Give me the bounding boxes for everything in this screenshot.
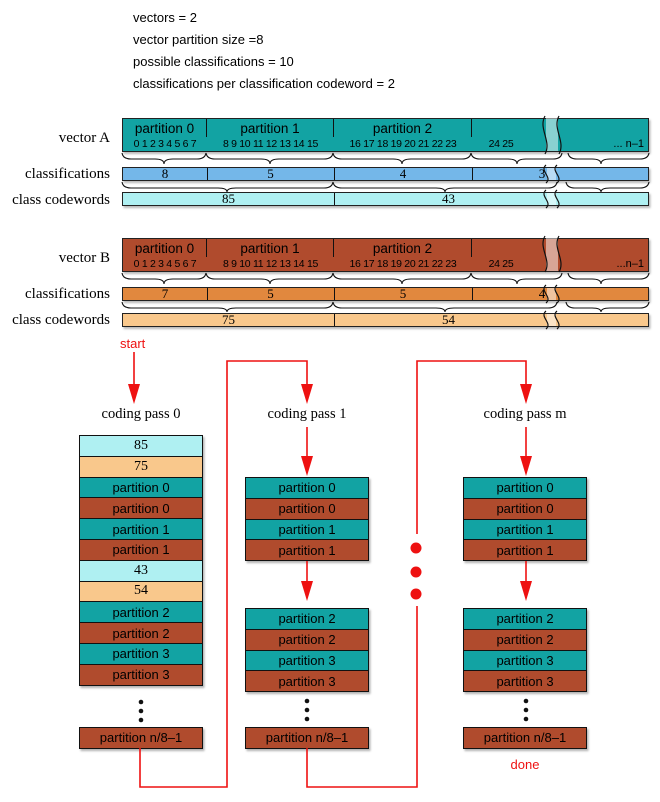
partition-box: partition 1: [79, 539, 203, 561]
brace: [568, 153, 649, 164]
partition-last-box: partition n/8–1: [245, 727, 369, 749]
partition-box: partition 2: [245, 608, 369, 630]
coding-pass-m-label: coding pass m: [483, 406, 567, 422]
partition-box: partition 1: [245, 519, 369, 541]
partition-label: partition 0: [123, 239, 207, 257]
partition-box: partition 0: [79, 477, 203, 499]
info-line-partition-size: vector partition size =8: [133, 32, 264, 47]
arrowhead-down: [301, 456, 313, 476]
coding-pass-0-stack: [79, 435, 203, 686]
partition-box: partition 1: [79, 518, 203, 540]
black-ellipsis-dot: [139, 709, 144, 714]
index-group: 16 17 18 19 20 21 22 23: [349, 137, 457, 150]
brace: [333, 302, 557, 312]
codeword-box: 85: [79, 435, 203, 457]
arrowhead-down: [520, 456, 532, 476]
partition-label: partition 2: [334, 119, 472, 137]
red-ellipsis-dot: [411, 543, 422, 554]
index-group: 24 25: [488, 137, 514, 150]
arrowhead-down: [301, 581, 313, 601]
black-ellipsis-dot: [524, 708, 529, 713]
brace: [122, 273, 206, 284]
black-ellipsis-dot: [139, 718, 144, 723]
done-label: done: [510, 757, 540, 772]
vector-b-bar: [122, 238, 649, 272]
partition-box: partition 0: [245, 477, 369, 499]
coding-pass-m-group-2: [463, 608, 587, 692]
brace: [206, 273, 333, 284]
partition-box: partition 3: [245, 650, 369, 672]
brace: [471, 273, 562, 284]
info-line-classifications: possible classifications = 10: [133, 54, 294, 69]
index-group: 8 9 10 11 12 13 14 15: [222, 257, 319, 270]
classification-value: 4: [538, 286, 546, 301]
partition-box: partition 1: [463, 519, 587, 541]
classification-value: 5: [267, 286, 274, 301]
codeword-box: 43: [79, 560, 203, 582]
vector-b-label: vector B: [58, 250, 110, 266]
partition-box: partition 1: [245, 539, 369, 561]
partition-last-box: partition n/8–1: [79, 727, 203, 749]
partition-box: partition 2: [463, 629, 587, 651]
partition-box: partition 1: [463, 539, 587, 561]
classifications-b-bar: [122, 287, 649, 301]
brace: [566, 302, 649, 312]
partition-box: partition 2: [245, 629, 369, 651]
classification-value: 3: [538, 166, 546, 181]
info-line-codeword: classifications per classification codeword = 2: [133, 76, 395, 91]
coding-pass-m-group-1: [463, 477, 587, 561]
codeword-value: 75: [222, 312, 235, 327]
brace: [206, 153, 333, 164]
classification-value: 5: [399, 286, 407, 301]
partition-label: partition 2: [334, 239, 472, 257]
black-ellipsis-dot: [524, 717, 529, 722]
partition-label: partition 1: [207, 239, 334, 257]
arrowhead-down: [128, 384, 140, 404]
partition-label: partition 0: [123, 119, 207, 137]
classifications-a-bar: [122, 167, 649, 181]
partition-box: partition 2: [79, 622, 203, 644]
classifications-a-label: classifications: [25, 166, 110, 182]
black-ellipsis-dot: [305, 717, 310, 722]
info-line-vectors: vectors = 2: [133, 10, 197, 25]
partition-box: partition 3: [463, 670, 587, 692]
partition-box: partition 2: [463, 608, 587, 630]
arrowhead-down: [520, 384, 532, 404]
classification-value: 8: [161, 166, 169, 181]
classifications-b-label: classifications: [25, 286, 110, 302]
index-group: 0 1 2 3 4 5 6 7: [133, 257, 197, 270]
codeword-value: 43: [442, 191, 455, 206]
parameters-text: [133, 7, 395, 95]
red-ellipsis-dot: [411, 567, 422, 578]
codeword-value: 85: [222, 191, 235, 206]
partition-box: partition 3: [79, 643, 203, 665]
partition-last-box: partition n/8–1: [463, 727, 587, 749]
codeword-box: 54: [79, 581, 203, 603]
codeword-box: 75: [79, 456, 203, 478]
coding-pass-0-label: coding pass 0: [101, 406, 181, 422]
classification-value: 5: [267, 166, 274, 181]
brace: [122, 153, 206, 164]
vector-a-label: vector A: [58, 130, 110, 146]
classification-value: 4: [399, 166, 407, 181]
index-group: 8 9 10 11 12 13 14 15: [222, 137, 319, 150]
arrowhead-down: [301, 384, 313, 404]
black-ellipsis-dot: [305, 708, 310, 713]
brace: [471, 153, 562, 164]
partition-box: partition 0: [79, 497, 203, 519]
coding-pass-1-group-1: [245, 477, 369, 561]
partition-box: partition 0: [245, 498, 369, 520]
brace: [333, 153, 471, 164]
index-tail: ... n–1: [613, 137, 644, 150]
codeword-value: 54: [442, 312, 455, 327]
coding-pass-1-label: coding pass 1: [267, 406, 347, 422]
index-group: 24 25: [488, 257, 514, 270]
black-ellipsis-dot: [524, 699, 529, 704]
classification-value: 7: [161, 286, 169, 301]
codewords-b-label: class codewords: [12, 312, 110, 328]
arrowhead-down: [520, 581, 532, 601]
brace: [333, 273, 471, 284]
start-label: start: [120, 336, 146, 351]
vector-a-bar: [122, 118, 649, 152]
brace: [566, 182, 649, 192]
partition-box: partition 3: [245, 670, 369, 692]
brace: [122, 302, 333, 312]
black-ellipsis-dot: [305, 699, 310, 704]
index-tail: ...n–1: [616, 257, 644, 270]
partition-box: partition 3: [79, 664, 203, 686]
coding-pass-1-group-2: [245, 608, 369, 692]
index-group: 0 1 2 3 4 5 6 7: [133, 137, 197, 150]
red-ellipsis-dot: [411, 589, 422, 600]
codewords-a-bar: [122, 192, 649, 206]
codewords-a-label: class codewords: [12, 192, 110, 208]
partition-box: partition 0: [463, 477, 587, 499]
index-group: 16 17 18 19 20 21 22 23: [349, 257, 457, 270]
partition-box: partition 3: [463, 650, 587, 672]
partition-label: partition 1: [207, 119, 334, 137]
brace: [568, 273, 649, 284]
codewords-b-bar: [122, 313, 649, 327]
partition-box: partition 2: [79, 601, 203, 623]
partition-box: partition 0: [463, 498, 587, 520]
black-ellipsis-dot: [139, 700, 144, 705]
